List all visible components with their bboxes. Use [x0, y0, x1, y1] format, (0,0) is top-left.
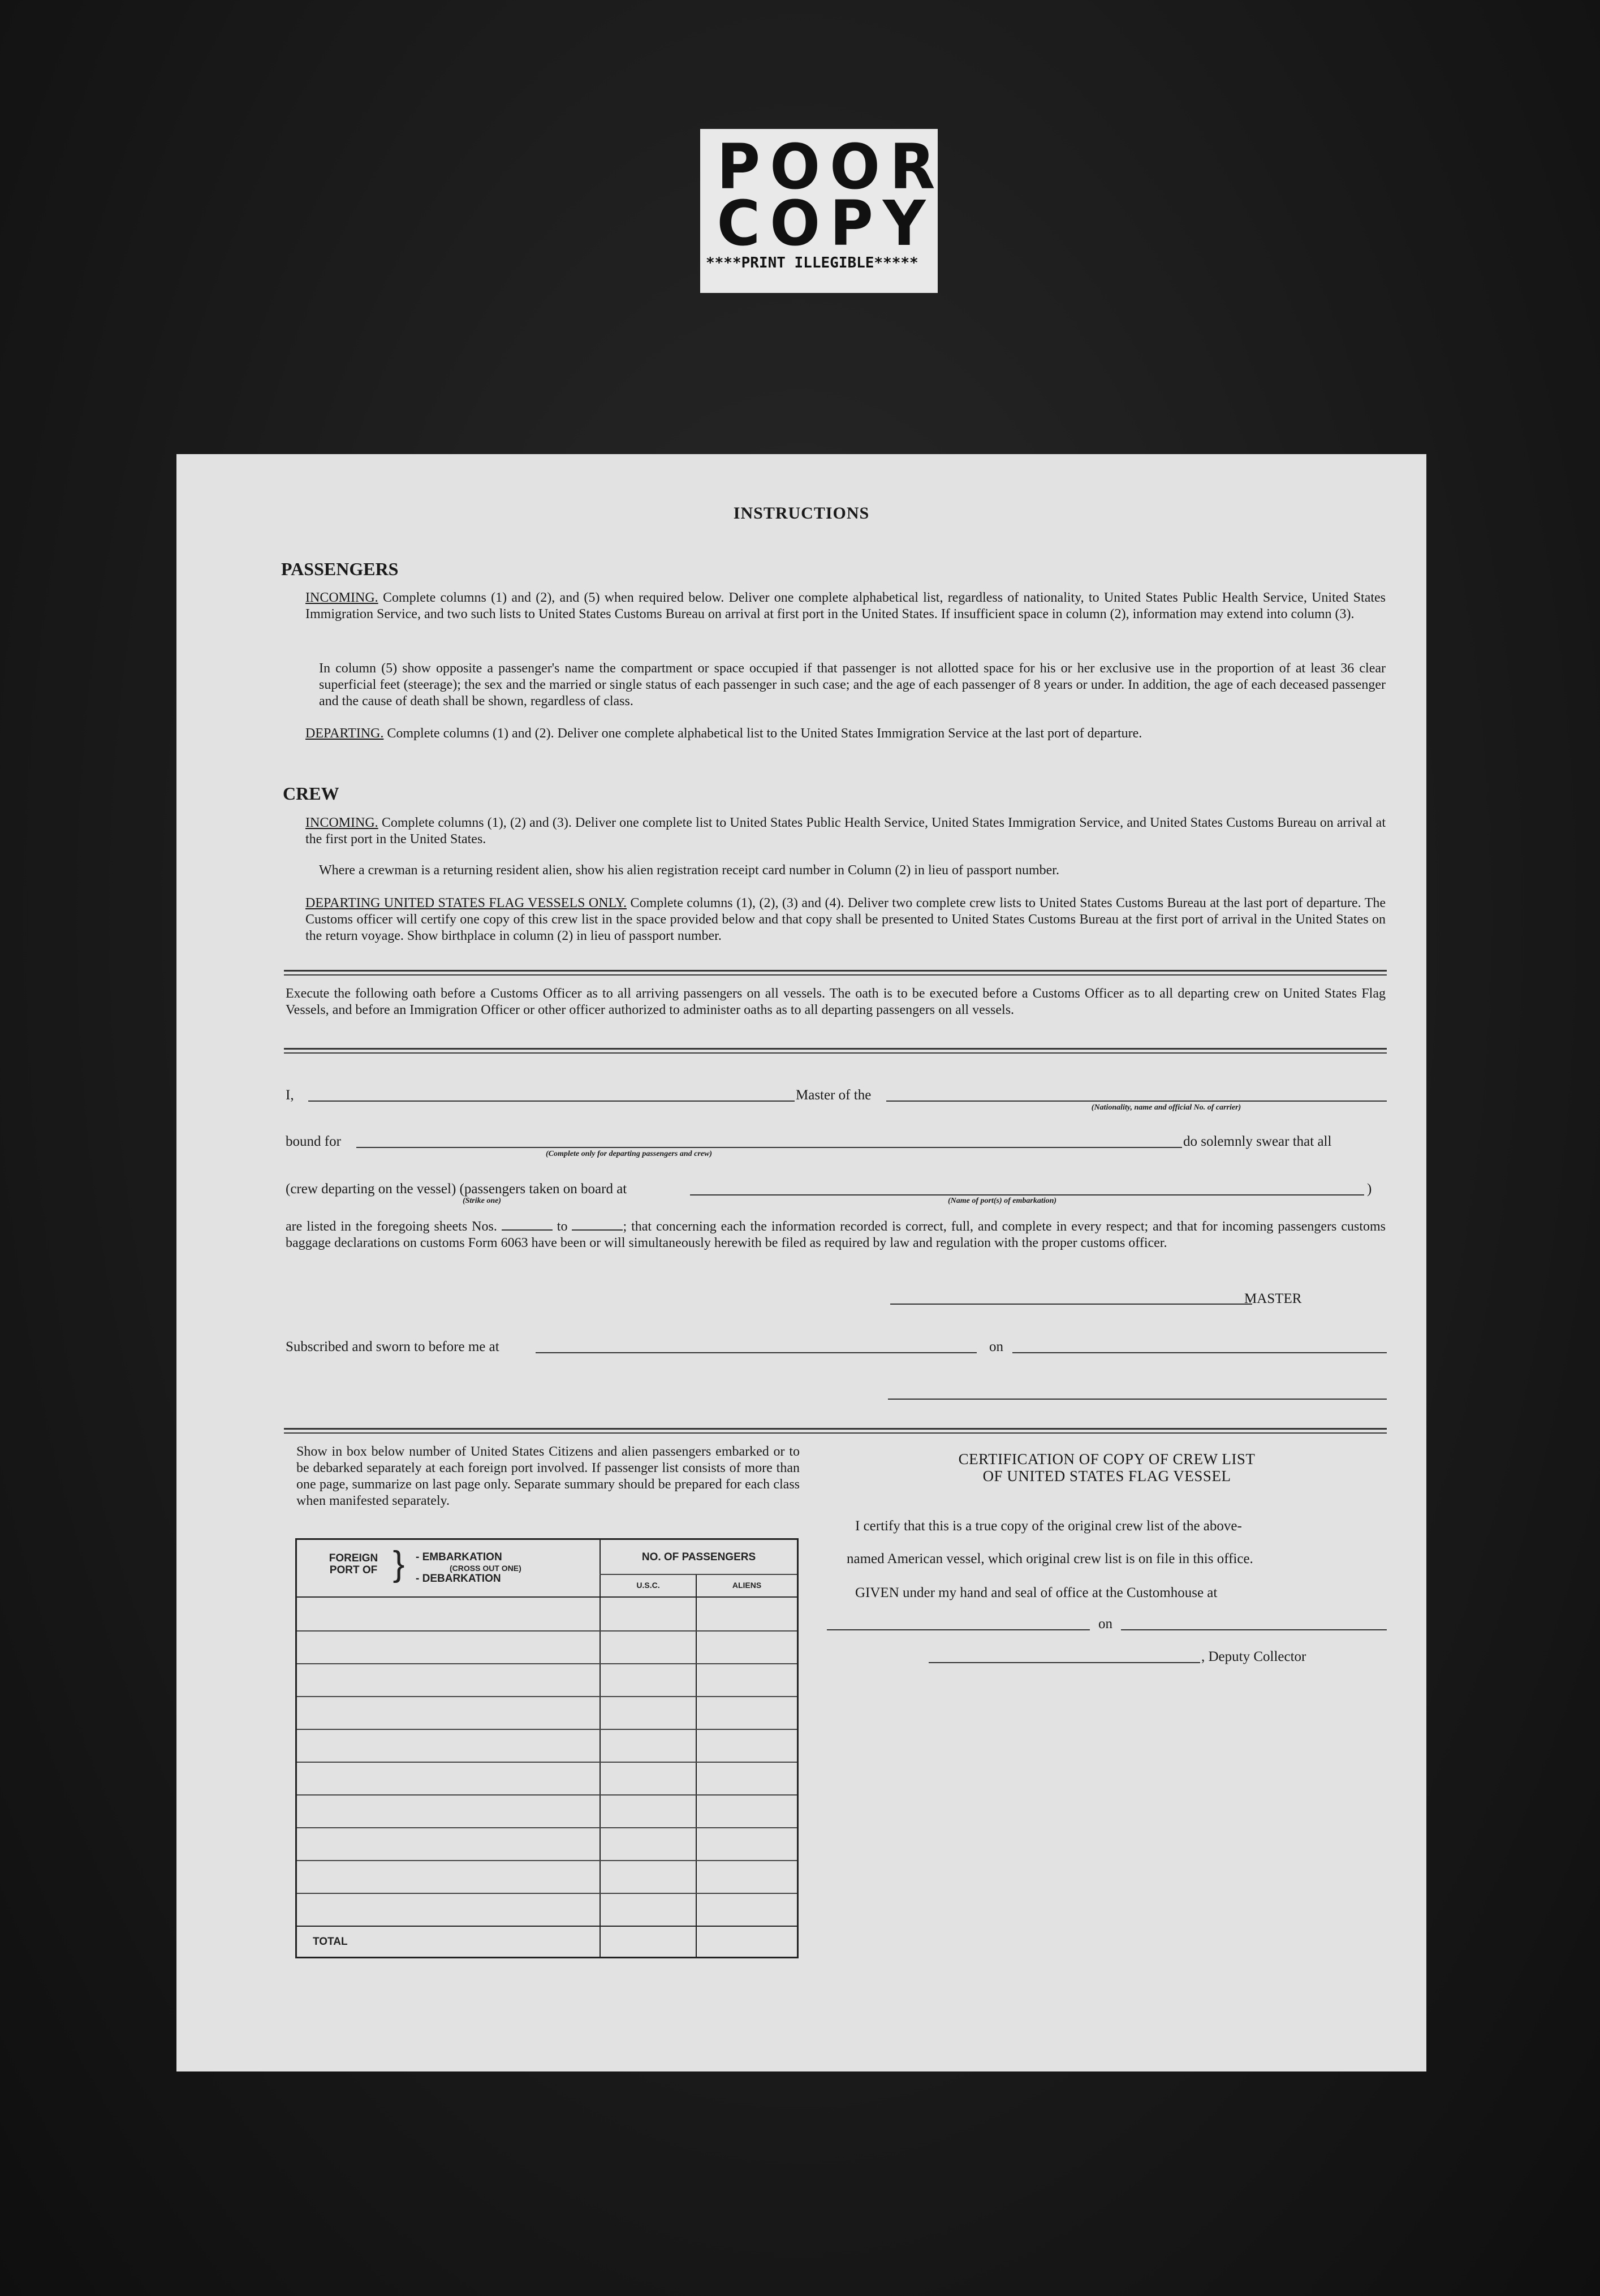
sheet-from-field[interactable]	[502, 1229, 553, 1231]
divider-rule	[284, 1428, 1387, 1430]
bound-caption: (Complete only for departing passengers and crew)	[546, 1150, 712, 1158]
divider-rule	[284, 1052, 1387, 1054]
subscribed-label: Subscribed and sworn to before me at	[286, 1339, 499, 1354]
passengers-column5-paragraph: In column (5) show opposite a passenger's name the compartment or space occupied if that passenger is not allotted space for his or her exclusive use in the proportion of at least 36 clear superficial feet (steerage); the sex and the married or single status of each passenger in such case; and the age of each passenger of 8 years or under. In addition, the age of each deceased passenger and the cause of death shall be shown, regardless of class.	[319, 661, 1386, 709]
oath-i-label: I,	[286, 1087, 294, 1103]
deputy-collector-label: , Deputy Collector	[1201, 1649, 1306, 1664]
bound-for-label: bound for	[286, 1134, 341, 1149]
sworn-on-label: on	[989, 1339, 1003, 1354]
certification-title-line1: CERTIFICATION OF COPY OF CREW LIST	[958, 1451, 1256, 1468]
officer-signature-field[interactable]	[888, 1399, 1387, 1400]
passengers-incoming-label: INCOMING.	[305, 590, 378, 605]
divider-rule	[284, 974, 1387, 976]
embarkation-header: - EMBARKATION	[416, 1551, 502, 1563]
bound-for-field[interactable]	[356, 1147, 1182, 1148]
master-signature-field[interactable]	[890, 1304, 1252, 1305]
certification-on-label: on	[1098, 1616, 1112, 1632]
divider-rule	[284, 970, 1387, 972]
stamp-line-illegible: ****PRINT ILLEGIBLE*****	[706, 254, 918, 271]
listed-sheets-paragraph	[286, 1219, 1386, 1251]
certify-line2: named American vessel, which original crew list is on file in this office.	[847, 1551, 1253, 1566]
port-of-embarkation-field[interactable]	[690, 1194, 1364, 1196]
table-row	[297, 1696, 797, 1697]
foreign-port-header: FOREIGN PORT OF	[329, 1552, 378, 1576]
passengers-departing-label: DEPARTING.	[305, 726, 384, 741]
carrier-field[interactable]	[886, 1100, 1387, 1102]
close-paren: )	[1367, 1181, 1372, 1197]
certification-title	[827, 1451, 1387, 1484]
table-row	[297, 1729, 797, 1730]
divider-rule	[284, 1432, 1387, 1434]
crew-departing-oath-label: (crew departing on the vessel) (passengers taken on board at	[286, 1181, 627, 1197]
table-row	[297, 1762, 797, 1763]
crew-incoming-text: Complete columns (1), (2) and (3). Deliver one complete list to United States Public Health Service, United States Immigration Service, and United States Customs Bureau on arrival at the first port in the United States.	[305, 815, 1386, 847]
given-line: GIVEN under my hand and seal of office at the Customhouse at	[855, 1585, 1218, 1600]
sworn-at-field[interactable]	[536, 1352, 977, 1353]
total-row-label: TOTAL	[313, 1936, 348, 1948]
divider-rule	[284, 1048, 1387, 1050]
crew-departing-text: Complete columns (1), (2), (3) and (4). Deliver two complete crew lists to United States Customs Bureau at the last port of departure. The Customs officer will certify one copy of this crew list in the space provided below and that copy shall be presented to United States Customs Bureau at the first port of arrival in the United States on the return voyage. Show birthplace in column (2) in lieu of passport number.	[305, 896, 1386, 943]
form-page	[176, 454, 1426, 2071]
passengers-departing-paragraph	[305, 726, 1386, 742]
oath-instruction: Execute the following oath before a Customs Officer as to all arriving passengers on all vessels. The oath is to be executed before a Customs Officer as to all departing crew on United States Flag Vessels, and before an Immigration Officer or other officer authorized to administer oaths as to all departing passengers on all vessels.	[286, 986, 1386, 1017]
passengers-departing-text: Complete columns (1) and (2). Deliver one complete alphabetical list to the United States Immigration Service at the last port of departure.	[387, 726, 1142, 741]
table-divider	[600, 1540, 601, 1957]
sheet-to-field[interactable]	[572, 1229, 623, 1231]
table-row	[297, 1893, 797, 1894]
port-caption: (Name of port(s) of embarkation)	[947, 1197, 1057, 1205]
customhouse-field[interactable]	[827, 1629, 1090, 1630]
stamp-line-poor: POOR	[717, 131, 945, 203]
crew-heading: CREW	[283, 783, 339, 804]
passenger-summary-table	[295, 1538, 799, 1958]
certification-date-field[interactable]	[1121, 1629, 1387, 1630]
table-row	[297, 1630, 797, 1632]
passengers-incoming-paragraph	[305, 590, 1386, 623]
table-row	[297, 1860, 797, 1861]
stamp-line-copy: COPY	[717, 187, 935, 260]
table-row	[297, 1926, 797, 1927]
crew-incoming-paragraph	[305, 815, 1386, 848]
crew-departing-label: DEPARTING UNITED STATES FLAG VESSELS ONLY.	[305, 896, 627, 910]
debarkation-header: - DEBARKATION	[416, 1573, 501, 1585]
table-row	[297, 1794, 797, 1796]
master-name-field[interactable]	[308, 1100, 795, 1102]
sworn-date-field[interactable]	[1012, 1352, 1387, 1353]
carrier-caption: (Nationality, name and official No. of carrier)	[1091, 1103, 1241, 1112]
brace: }	[393, 1544, 405, 1583]
table-divider	[600, 1574, 797, 1575]
page-title: INSTRUCTIONS	[733, 504, 870, 523]
usc-header: U.S.C.	[636, 1581, 660, 1590]
summary-instruction: Show in box below number of United States Citizens and alien passengers embarked or to be debarked separately at each foreign port involved. If passenger list consists of more than one page, summarize on last page only. Separate summary should be prepared for each class when manifested separately.	[296, 1444, 800, 1508]
cross-out-one-note: (CROSS OUT ONE)	[450, 1564, 521, 1573]
certification-title-line2: OF UNITED STATES FLAG VESSEL	[982, 1468, 1231, 1484]
aliens-header: ALIENS	[732, 1581, 762, 1590]
master-signature-label: MASTER	[1244, 1291, 1302, 1306]
crew-departing-paragraph	[305, 895, 1386, 944]
listed-text: ; that concerning each the information recorded is correct, full, and complete in every respect; and that for incoming passengers customs baggage declarations on customs Form 6063 have been or will simultaneously herewith be filed as required by law and regulation with the proper customs officer.	[286, 1219, 1386, 1250]
crew-incoming-label: INCOMING.	[305, 815, 378, 830]
table-divider	[297, 1596, 797, 1598]
table-row	[297, 1827, 797, 1828]
deputy-collector-signature-field[interactable]	[929, 1662, 1200, 1663]
strike-one-caption: (Strike one)	[462, 1197, 502, 1205]
listed-prefix: are listed in the foregoing sheets Nos.	[286, 1219, 497, 1234]
table-row	[297, 1663, 797, 1664]
to-label: to	[557, 1219, 568, 1234]
master-of-the-label: Master of the	[796, 1087, 872, 1103]
swear-text: do solemnly swear that all	[1183, 1134, 1332, 1149]
no-of-passengers-header: NO. OF PASSENGERS	[641, 1551, 756, 1563]
poor-copy-stamp	[700, 129, 945, 293]
certify-line1: I certify that this is a true copy of the original crew list of the above-	[855, 1518, 1242, 1534]
crew-resident-paragraph: Where a crewman is a returning resident alien, show his alien registration receipt card number in Column (2) in lieu of passport number.	[319, 863, 1059, 878]
passengers-heading: PASSENGERS	[281, 559, 399, 579]
passengers-incoming-text: Complete columns (1) and (2), and (5) when required below. Deliver one complete alphabetical list, regardless of nationality, to United States Public Health Service, United States Immigration Service, and two such lists to United States Customs Bureau on arrival at first port in the United States. If insufficient space in column (2), information may extend into column (3).	[305, 590, 1386, 622]
